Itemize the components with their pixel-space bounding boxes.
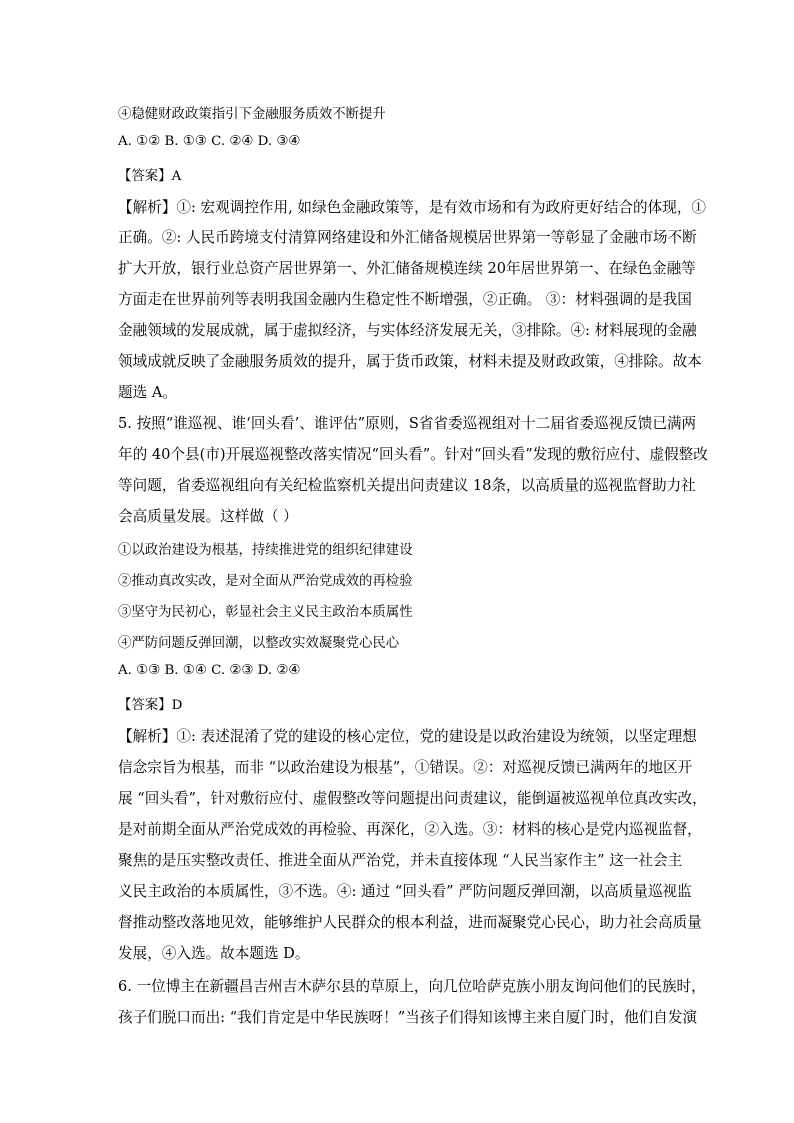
q5-choices: A. ①③ B. ①④ C. ②③ D. ②④ bbox=[118, 663, 301, 678]
prev-analysis-line: 题选 A。 bbox=[118, 384, 177, 401]
prev-answer bbox=[118, 165, 181, 184]
q6-stem-line: 6. 一位博主在新疆昌吉州吉木萨尔县的草原上，向几位哈萨克族小朋友询问他们的民族时， bbox=[118, 978, 706, 995]
q6-stem-line: 孩子们脱口而出: “我们肯定是中华民族呀！”当孩子们得知该博主来自厦门时，他们自发演 bbox=[118, 1009, 698, 1026]
q5-analysis-line: 【解析】①: 表述混淆了党的建设的核心定位，党的建设是以政治建设为统领，以坚定理想 bbox=[118, 728, 697, 745]
q5-analysis-line: 义民主政治的本质属性，③不选。④: 通过 “回头看” 严防问题反弹回潮，以高质量巡视监 bbox=[118, 883, 692, 900]
q5-option-1: ①以政治建设为根基，持续推进党的组织纪律建设 bbox=[118, 543, 413, 558]
q5-option-3: ③坚守为民初心，彰显社会主义民主政治本质属性 bbox=[118, 605, 413, 620]
q5-option-2: ②推动真改实改，是对全面从严治党成效的再检验 bbox=[118, 574, 413, 589]
q5-option-4: ④严防问题反弹回潮，以整改实效凝聚党心民心 bbox=[118, 636, 400, 651]
q5-stem-line: 会高质量发展。这样做（ ） bbox=[118, 508, 298, 525]
q5-analysis-line: 督推动整改落地见效，能够维护人民群众的根本利益，进而凝聚党心民心，助力社会高质量 bbox=[118, 914, 702, 931]
q5-stem-line: 年的 40个县(市)开展巡视整改落实情况“回头看”。针对“回头看”发现的敷衍应付、虚假整改 bbox=[118, 446, 708, 463]
prev-analysis-line: 【解析】①: 宏观调控作用, 如绿色金融政策等，是有效市场和有为政府更好结合的体现，① bbox=[118, 199, 707, 216]
q5-analysis-line: 信念宗旨为根基，而非 “以政治建设为根基”，①错误。②：对巡视反馈已满两年的地区开 bbox=[118, 759, 693, 776]
prev-analysis-line: 领域成就反映了金融服务质效的提升，属于货币政策，材料未提及财政政策，④排除。故本 bbox=[118, 353, 702, 370]
analysis-label: 【解析】 bbox=[118, 728, 177, 745]
analysis-label: 【解析】 bbox=[118, 199, 177, 216]
prev-analysis-line: 金融领域的发展成就，属于虚拟经济，与实体经济发展无关，③排除。④: 材料展现的金融 bbox=[118, 322, 697, 339]
prev-analysis-line: 扩大开放，银行业总资产居世界第一、外汇储备规模连续 20年居世界第一、在绿色金融等 bbox=[118, 260, 696, 277]
answer-value: D bbox=[171, 698, 183, 713]
q5-analysis-line: 是对前期全面从严治党成效的再检验、再深化，②入选。③：材料的核心是党内巡视监督， bbox=[118, 821, 702, 838]
answer-value: A bbox=[171, 169, 182, 184]
prev-analysis-line: 方面走在世界前列等表明我国金融内生稳定性不断增强，②正确。 ③：材料强调的是我国 bbox=[118, 291, 692, 308]
q5-analysis-line: 聚焦的是压实整改责任、推进全面从严治党，并未直接体现 “人民当家作主” 这一社会主 bbox=[118, 852, 683, 869]
q5-analysis-line: 发展，④入选。故本题选 D。 bbox=[118, 945, 310, 962]
prev-choices: A. ①② B. ①③ C. ②④ D. ③④ bbox=[118, 134, 301, 149]
prev-option-4: ④稳健财政政策指引下金融服务质效不断提升 bbox=[118, 107, 386, 122]
q5-answer bbox=[118, 694, 182, 713]
answer-label: 【答案】 bbox=[118, 169, 172, 184]
prev-analysis-line: 正确。②: 人民币跨境支付清算网络建设和外汇储备规模居世界第一等彰显了金融市场不断 bbox=[118, 229, 697, 246]
answer-label: 【答案】 bbox=[118, 698, 172, 713]
q5-stem-line: 等问题，省委巡视组向有关纪检监察机关提出问责建议 18条，以高质量的巡视监督助力社 bbox=[118, 477, 696, 494]
q5-stem-line: 5. 按照“谁巡视、谁‘回头看’、谁评估”原则，S省省委巡视组对十二届省委巡视反馈已满两 bbox=[118, 415, 697, 432]
q5-analysis-line: 展 “回头看”，针对敷衍应付、虚假整改等问题提出问责建议，能倒逼被巡视单位真改实改， bbox=[118, 790, 707, 807]
